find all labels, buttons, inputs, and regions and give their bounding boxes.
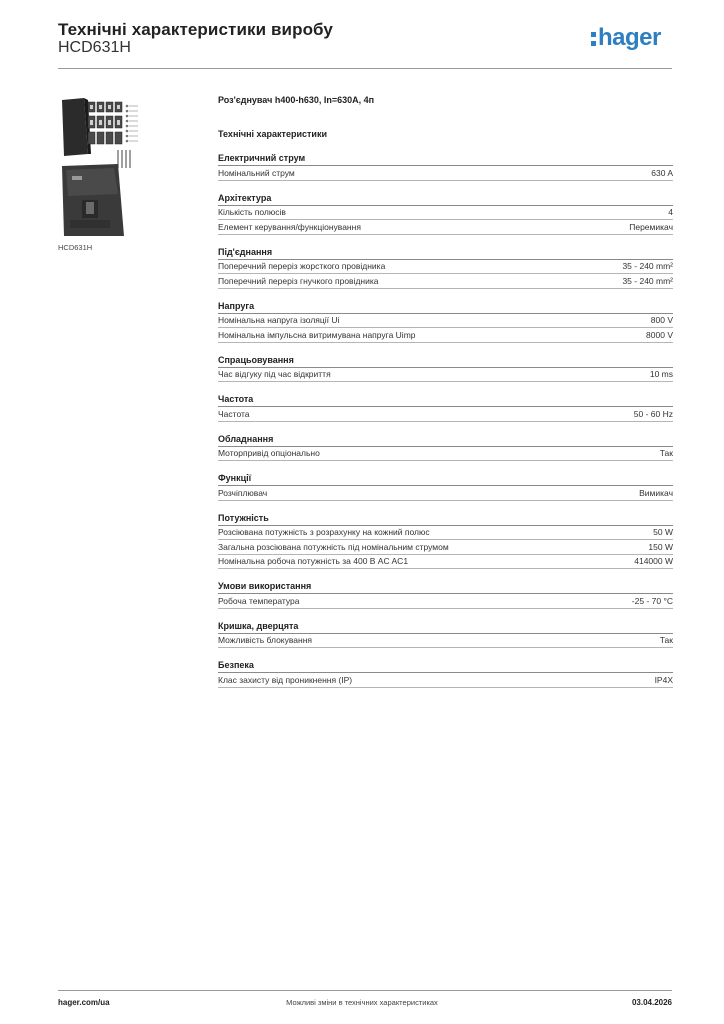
spec-label: Номінальний струм <box>218 167 295 178</box>
spec-value: Так <box>659 448 673 458</box>
spec-group-title: Кришка, дверцята <box>218 621 673 634</box>
spec-row <box>218 328 673 343</box>
spec-group-title: Спрацьовування <box>218 355 673 368</box>
spec-row <box>218 594 673 609</box>
spec-group <box>218 621 673 649</box>
spec-label: Кількість полюсів <box>218 207 286 217</box>
spec-group <box>218 660 673 688</box>
spec-group <box>218 247 673 289</box>
spec-group-title: Електричний струм <box>218 153 673 166</box>
spec-label: Частота <box>218 408 250 419</box>
spec-group <box>218 193 673 235</box>
spec-label: Номінальна імпульсна витримувана напруга Uimp <box>218 329 416 340</box>
spec-value: Вимикач <box>639 487 673 498</box>
spec-row <box>218 486 673 501</box>
spec-row <box>218 540 673 555</box>
spec-value: 35 - 240 mm² <box>622 261 673 271</box>
spec-row <box>218 555 673 570</box>
spec-value: 35 - 240 mm² <box>622 275 673 286</box>
footer-website-link[interactable]: hager.com/ua <box>58 998 110 1007</box>
spec-value: 8000 V <box>646 329 673 340</box>
spec-row <box>218 220 673 235</box>
spec-group-title: Умови використання <box>218 581 673 594</box>
spec-row <box>218 526 673 541</box>
spec-label: Номінальна напруга ізоляції Ui <box>218 315 340 325</box>
spec-value: 414000 W <box>634 556 673 566</box>
spec-row <box>218 368 673 383</box>
spec-group <box>218 434 673 462</box>
spec-group <box>218 513 673 570</box>
spec-group-title: Під'єднання <box>218 247 673 260</box>
spec-label: Моторпривід опціонально <box>218 448 320 458</box>
spec-label: Можливість блокування <box>218 635 313 645</box>
spec-group-title: Напруга <box>218 301 673 314</box>
spec-label: Номінальна робоча потужність за 400 В AC AC1 <box>218 556 409 566</box>
spec-label: Робоча температура <box>218 595 300 606</box>
section-heading: Технічні характеристики <box>218 129 327 139</box>
spec-group-title: Потужність <box>218 513 673 526</box>
spec-value: 10 ms <box>649 369 673 379</box>
logo-text: hager <box>598 24 661 51</box>
spec-row <box>218 274 673 289</box>
spec-value: 4 <box>668 207 673 217</box>
spec-group-title: Частота <box>218 394 673 407</box>
footer-divider <box>58 990 672 991</box>
spec-row <box>218 634 673 649</box>
spec-label: Поперечний переріз жорсткого провідника <box>218 261 386 271</box>
spec-value: Перемикач <box>629 221 673 232</box>
spec-value: 50 - 60 Hz <box>633 408 673 419</box>
logo-dots-icon <box>591 32 597 48</box>
header-divider <box>58 68 672 69</box>
product-name: Роз'єднувач h400-h630, In=630A, 4п <box>218 95 375 105</box>
spec-value: IP4X <box>654 674 673 685</box>
spec-value: 630 A <box>651 167 673 178</box>
spec-label: Розсіювана потужність з розрахунку на кожний полюс <box>218 527 430 537</box>
spec-group <box>218 473 673 501</box>
spec-row <box>218 206 673 221</box>
spec-label: Поперечний переріз гнучкого провідника <box>218 275 379 286</box>
spec-value: Так <box>659 635 673 645</box>
spec-group-title: Обладнання <box>218 434 673 447</box>
product-code: HCD631H <box>58 39 131 56</box>
footer-date: 03.04.2026 <box>631 998 672 1007</box>
spec-row <box>218 260 673 275</box>
spec-row <box>218 673 673 688</box>
hager-logo[interactable] <box>591 22 673 52</box>
page-title: Технічні характеристики виробу <box>58 20 333 39</box>
spec-group <box>218 394 673 422</box>
spec-row <box>218 407 673 422</box>
spec-value: -25 - 70 °C <box>631 595 673 606</box>
spec-value: 50 W <box>653 527 673 537</box>
spec-group <box>218 581 673 609</box>
footer-note: Можливі зміни в технічних характеристиках <box>286 998 438 1007</box>
spec-groups <box>218 153 673 688</box>
spec-value: 800 V <box>650 315 673 325</box>
spec-row <box>218 314 673 329</box>
spec-label: Елемент керування/функціонування <box>218 221 361 232</box>
spec-group-title: Безпека <box>218 660 673 673</box>
spec-label: Загальна розсіювана потужність під номінальним струмом <box>218 541 449 552</box>
spec-group-title: Архітектура <box>218 193 673 206</box>
spec-row <box>218 166 673 181</box>
spec-value: 150 W <box>648 541 673 552</box>
spec-group <box>218 301 673 343</box>
circuit-breaker-product-image <box>58 96 200 238</box>
spec-group-title: Функції <box>218 473 673 486</box>
spec-content <box>218 95 673 688</box>
spec-row <box>218 447 673 462</box>
spec-group <box>218 355 673 383</box>
spec-label: Клас захисту від проникнення (IP) <box>218 674 353 685</box>
spec-label: Розчіплювач <box>218 487 268 498</box>
spec-group <box>218 153 673 181</box>
image-caption: HCD631H <box>58 243 93 252</box>
spec-label: Час відгуку під час відкриття <box>218 369 331 379</box>
